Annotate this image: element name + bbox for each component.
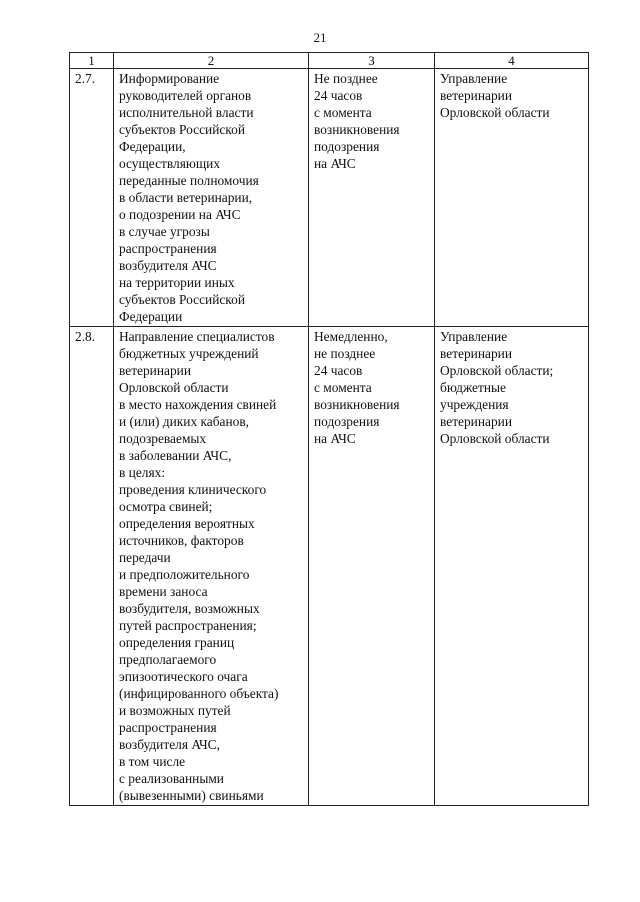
action-line: возбудителя, возможных — [119, 601, 260, 616]
action-line: Федерации — [119, 309, 183, 324]
action-line: осуществляющих — [119, 156, 221, 171]
responsible-line: Управление — [440, 71, 508, 86]
table-body — [70, 69, 589, 806]
action-line: Федерации, — [119, 139, 186, 154]
responsible-line: Орловской области; — [440, 363, 554, 378]
deadline-line: возникновения — [314, 122, 400, 137]
deadline-line: на АЧС — [314, 431, 356, 446]
action-line: определения границ — [119, 635, 235, 650]
action-line: распространения — [119, 241, 217, 256]
action-line: определения вероятных — [119, 516, 255, 531]
action-line: и возможных путей — [119, 703, 231, 718]
action-line: эпизоотического очага — [119, 669, 248, 684]
action-line: бюджетных учреждений — [119, 346, 259, 361]
action-line: и предположительного — [119, 567, 250, 582]
action-line: предполагаемого — [119, 652, 217, 667]
column-header-responsible: 4 — [435, 53, 589, 69]
action-line: исполнительной власти — [119, 105, 254, 120]
action-line: в том числе — [119, 754, 186, 769]
action-line: субъектов Российской — [119, 122, 245, 137]
action-line: на территории иных — [119, 275, 235, 290]
action-line: в место нахождения свиней — [119, 397, 277, 412]
action-line: субъектов Российской — [119, 292, 245, 307]
action-line: (инфицированного объекта) — [119, 686, 279, 701]
action-line: в заболевании АЧС, — [119, 448, 232, 463]
deadline-line: на АЧС — [314, 156, 356, 171]
action-line: Орловской области — [119, 380, 229, 395]
action-line: Информирование — [119, 71, 220, 86]
action-line: путей распространения; — [119, 618, 257, 633]
responsible-line: ветеринарии — [440, 346, 512, 361]
action-line: передачи — [119, 550, 171, 565]
action-line: проведения клинического — [119, 482, 267, 497]
action-line: источников, факторов — [119, 533, 244, 548]
responsible-cell — [435, 69, 589, 327]
deadline-cell — [309, 69, 435, 327]
action-line: переданные полномочия — [119, 173, 259, 188]
action-line: (вывезенными) свиньями — [119, 788, 264, 803]
deadline-line: не позднее — [314, 346, 376, 361]
action-line: распространения — [119, 720, 217, 735]
deadline-line: подозрения — [314, 414, 380, 429]
action-line: Направление специалистов — [119, 329, 275, 344]
action-line: осмотра свиней; — [119, 499, 213, 514]
responsible-line: ветеринарии — [440, 88, 512, 103]
action-line: в случае угрозы — [119, 224, 210, 239]
row-number: 2.7. — [70, 69, 114, 327]
deadline-line: с момента — [314, 380, 372, 395]
action-line: в области ветеринарии, — [119, 190, 253, 205]
action-line: подозреваемых — [119, 431, 207, 446]
column-header-deadline: 3 — [309, 53, 435, 69]
deadline-line: подозрения — [314, 139, 380, 154]
action-line: времени заноса — [119, 584, 208, 599]
column-header-action: 2 — [114, 53, 309, 69]
action-line: с реализованными — [119, 771, 224, 786]
action-line: возбудителя АЧС, — [119, 737, 220, 752]
deadline-line: с момента — [314, 105, 372, 120]
page-number: 21 — [313, 30, 327, 45]
measures-table — [69, 52, 589, 806]
row-number: 2.8. — [70, 327, 114, 806]
responsible-line: Управление — [440, 329, 508, 344]
table-header-row — [70, 53, 589, 69]
deadline-line: Не позднее — [314, 71, 378, 86]
responsible-cell — [435, 327, 589, 806]
action-cell — [114, 69, 309, 327]
action-line: возбудителя АЧС — [119, 258, 217, 273]
responsible-line: учреждения — [440, 397, 509, 412]
responsible-line: ветеринарии — [440, 414, 512, 429]
table-row — [70, 69, 589, 327]
action-cell — [114, 327, 309, 806]
action-line: и (или) диких кабанов, — [119, 414, 250, 429]
deadline-line: возникновения — [314, 397, 400, 412]
action-line: руководителей органов — [119, 88, 252, 103]
responsible-line: бюджетные — [440, 380, 506, 395]
deadline-cell — [309, 327, 435, 806]
table-row — [70, 327, 589, 806]
action-line: о подозрении на АЧС — [119, 207, 241, 222]
action-line: в целях: — [119, 465, 166, 480]
responsible-line: Орловской области — [440, 431, 550, 446]
deadline-line: Немедленно, — [314, 329, 388, 344]
action-line: ветеринарии — [119, 363, 191, 378]
column-header-number: 1 — [70, 53, 114, 69]
responsible-line: Орловской области — [440, 105, 550, 120]
deadline-line: 24 часов — [314, 88, 363, 103]
deadline-line: 24 часов — [314, 363, 363, 378]
